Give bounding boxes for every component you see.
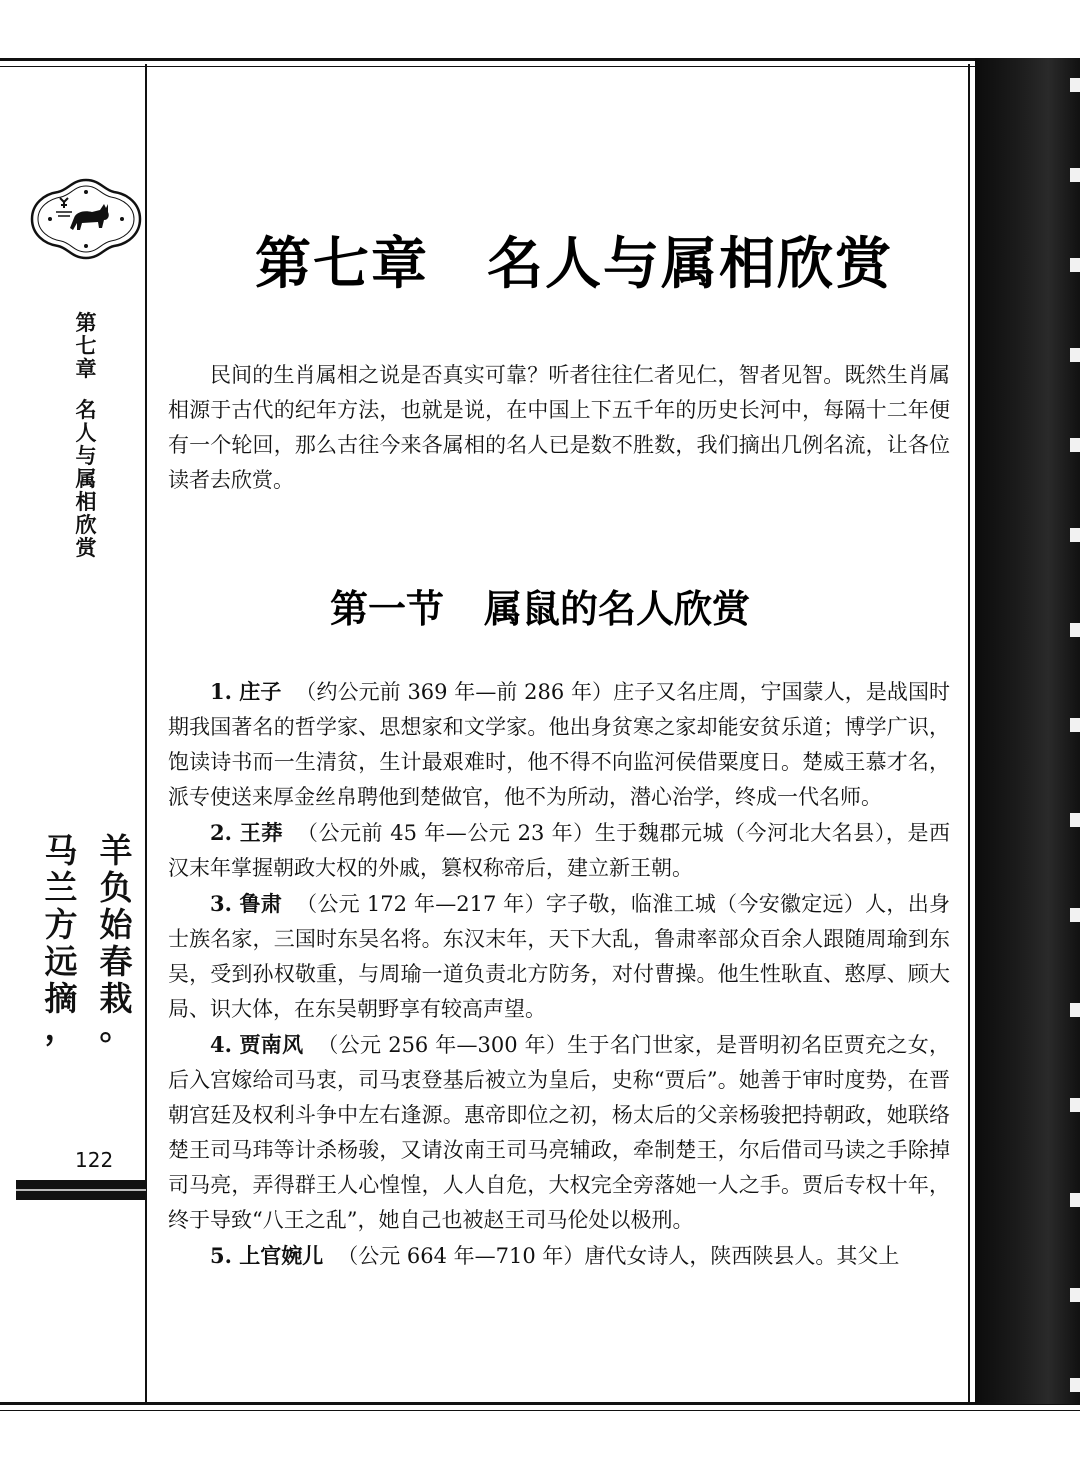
- chapter-title: 名人与属相欣赏: [487, 232, 893, 297]
- entry-text: （公元前 45 年—公元 23 年）生于魏郡元城（今河北大名县），是西汉末年掌握朝政大权的外戚，篡权称帝后，建立新王朝。: [168, 821, 950, 880]
- section-title: 属鼠的名人欣赏: [484, 587, 751, 631]
- entry-paragraph: [168, 674, 950, 815]
- edge-mark: [1070, 438, 1080, 452]
- goat-ornament-icon: [30, 178, 142, 260]
- poem-char: 远: [44, 942, 78, 981]
- side-char: 赏: [75, 536, 97, 560]
- edge-mark: [1070, 528, 1080, 542]
- scan-edge-shadow: [975, 58, 1080, 1404]
- entry-list: [168, 674, 950, 1274]
- edge-mark: [1070, 348, 1080, 362]
- side-char: 章: [75, 357, 97, 381]
- edge-mark: [1070, 813, 1080, 827]
- side-running-head: [73, 312, 99, 560]
- edge-mark: [1070, 623, 1080, 637]
- poem-char: 羊: [99, 831, 133, 870]
- section-number: 第一节: [330, 587, 445, 631]
- side-char: 名: [75, 398, 97, 422]
- edge-mark: [1070, 78, 1080, 92]
- entry-paragraph: [168, 886, 950, 1027]
- edge-mark: [1070, 908, 1080, 922]
- side-char: 欣: [75, 513, 97, 537]
- entry-text: （公元 256 年—300 年）生于名门世家，是晋明初名臣贾充之女，后入宫嫁给司马衷，司马衷登基后被立为皇后，史称“贾后”。她善于审时度势，在晋朝宫廷及权利斗争中左右逢源。惠帝即位之初，杨太后的父亲杨骏把持朝政，她联络楚王司马玮等计杀杨骏，又请汝南王司马亮辅政，牵制楚王，尔后借司马读之手除掉司马亮，弄得群王人心惶惶，人人自危，大权完全旁落她一人之手。贾后专权十年，终于导致“八王之乱”，她自己也被赵王司马伦处以极刑。: [168, 1033, 951, 1232]
- entry-paragraph: [168, 815, 950, 886]
- edge-mark: [1070, 168, 1080, 182]
- entry-name: 2. 王莽: [210, 820, 283, 845]
- entry-name: 3. 鲁肃: [210, 891, 283, 916]
- entry-paragraph: [168, 1027, 950, 1238]
- side-char: 第: [75, 311, 97, 335]
- poem-char: 栽: [99, 979, 133, 1018]
- side-char: 属: [75, 467, 97, 491]
- bottom-rule: [0, 1402, 1080, 1405]
- edge-mark: [1070, 718, 1080, 732]
- side-char: 与: [75, 444, 97, 468]
- entry-text: （约公元前 369 年—前 286 年）庄子又名庄周，宁国蒙人，是战国时期我国著名的哲学家、思想家和文学家。他出身贫寒之家却能安贫乐道；博学广识，饱读诗书而一生清贫，生计最艰难时，他不得不向监河侯借粟度日。楚威王慕才名，派专使送来厚金丝帛聘他到楚做官，他不为所动，潜心治学，终成一代名师。: [168, 680, 950, 809]
- poem-char: 始: [99, 905, 133, 944]
- edge-mark: [1070, 1003, 1080, 1017]
- margin-divider: [145, 64, 147, 1404]
- side-char: 七: [75, 334, 97, 358]
- intro-paragraph: 民间的生肖属相之说是否真实可靠？听者往往仁者见仁，智者见智。既然生肖属相源于古代的纪年方法，也就是说，在中国上下五千年的历史长河中，每隔十二年便有一个轮回，那么古往今来各属相的名人已是数不胜数，我们摘出几例名流，让各位读者去欣赏。: [168, 363, 950, 492]
- edge-mark: [1070, 1288, 1080, 1302]
- entry-paragraph: [168, 1238, 950, 1274]
- edge-mark: [1070, 258, 1080, 272]
- poem-punct: ，: [44, 1008, 78, 1047]
- entry-name: 1. 庄子: [210, 679, 282, 704]
- poem-char: 兰: [44, 868, 78, 907]
- text-frame-right: [968, 64, 970, 1404]
- poem-char: 负: [99, 868, 133, 907]
- chapter-heading: [255, 220, 893, 300]
- entry-name: 5. 上官婉儿: [210, 1243, 324, 1268]
- edge-mark: [1070, 1193, 1080, 1207]
- top-rule: [0, 58, 975, 61]
- page-number-bar-line: [16, 1189, 146, 1191]
- side-poem-line-1: [95, 832, 137, 1047]
- side-char: 人: [75, 421, 97, 445]
- poem-char: 摘: [44, 979, 78, 1018]
- side-poem-line-2: [40, 832, 82, 1047]
- page-number: 122: [75, 1148, 114, 1172]
- entry-name: 4. 贾南风: [210, 1032, 304, 1057]
- poem-char: 春: [99, 942, 133, 981]
- poem-punct: 。: [99, 1008, 133, 1047]
- poem-char: 马: [44, 831, 78, 870]
- chapter-number: 第七章: [255, 232, 429, 297]
- side-char: 相: [75, 490, 97, 514]
- section-heading: [330, 578, 850, 633]
- entry-text: （公元 172 年—217 年）字子敬，临淮工城（今安徽定远）人，出身士族名家，三国时东吴名将。东汉末年，天下大乱，鲁肃率部众百余人跟随周瑜到东吴，受到孙权敬重，与周瑜一道负责北方防务，对付曹操。他生性耿直、憨厚、顾大局、识大体，在东吴朝野享有较高声望。: [168, 892, 950, 1021]
- entry-text: （公元 664 年—710 年）唐代女诗人，陕西陕县人。其父上: [337, 1244, 900, 1268]
- poem-char: 方: [44, 905, 78, 944]
- edge-mark: [1070, 1378, 1080, 1392]
- edge-mark: [1070, 1098, 1080, 1112]
- bottom-rule-thin: [0, 1410, 1080, 1411]
